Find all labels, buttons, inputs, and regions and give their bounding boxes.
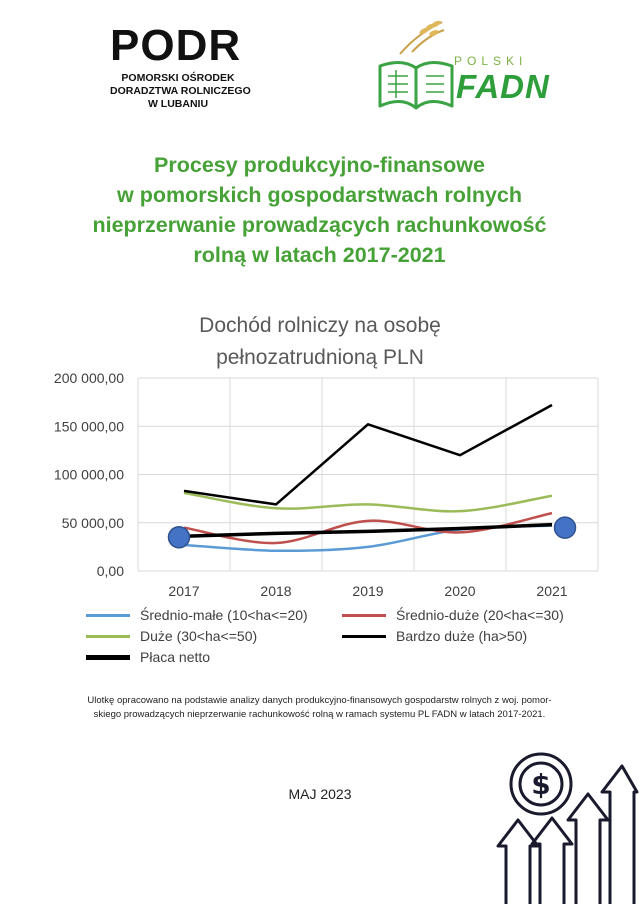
series-line — [184, 526, 552, 551]
legend-label: Bardzo duże (ha>50) — [396, 628, 528, 644]
y-tick-label: 0,00 — [96, 563, 124, 579]
dollar-icon: $ — [531, 768, 551, 801]
podr-logo — [108, 21, 251, 114]
x-tick-label: 2019 — [352, 583, 384, 599]
legend-label: Płaca netto — [140, 649, 211, 665]
line-chart — [0, 360, 639, 605]
document-title — [20, 150, 619, 270]
y-tick-label: 100 000,00 — [53, 466, 124, 483]
x-tick-label: 2018 — [260, 583, 292, 599]
fadn-logo-main: FADN — [456, 68, 550, 105]
series-line-placa-netto — [184, 525, 552, 537]
chart-legend — [86, 606, 626, 666]
fadn-logo — [372, 14, 552, 114]
podr-logo-subtitle — [110, 72, 251, 111]
legend-item — [86, 627, 257, 645]
podr-subtitle-line: POMORSKI OŚRODEK — [121, 72, 235, 84]
series-line — [184, 405, 552, 504]
legend-label: Duże (30<ha<=50) — [140, 628, 258, 644]
footnote-line: Ulotkę opracowano na podstawie analizy danych produkcyjno-finansowych gospodarstw rolnych z woj. pomor- — [87, 695, 552, 706]
y-axis-ticks — [54, 370, 124, 579]
chart-title-line: pełnozatrudnioną PLN — [216, 346, 424, 369]
title-line: Procesy produkcyjno-finansowe — [154, 153, 485, 177]
legend-swatch — [86, 635, 130, 638]
y-tick-label: 150 000,00 — [53, 418, 124, 435]
footnote — [30, 694, 609, 722]
legend-swatch — [342, 614, 386, 617]
title-line: rolną w latach 2017-2021 — [193, 243, 446, 267]
podr-subtitle-line: W LUBANIU — [147, 98, 209, 110]
highlight-marker — [555, 517, 576, 538]
y-tick-label: 200 000,00 — [53, 370, 124, 386]
podr-subtitle-line: DORADZTWA ROLNICZEGO — [110, 85, 251, 97]
legend-swatch — [342, 635, 386, 638]
x-tick-label: 2021 — [536, 583, 568, 599]
legend-label: Średnio-małe (10<ha<=20) — [140, 607, 308, 623]
x-tick-label: 2020 — [444, 583, 476, 599]
podr-logo-word: PODR — [110, 21, 242, 70]
series-line — [184, 493, 552, 512]
x-axis-ticks — [168, 583, 567, 599]
publication-date: MAJ 2023 — [288, 786, 352, 802]
legend-item — [342, 606, 564, 624]
legend-swatch — [86, 655, 130, 660]
legend-label: Średnio-duże (20<ha<=30) — [396, 607, 564, 623]
footnote-line: skiego prowadzących nieprzerwanie rachunkowość rolną w ramach systemu PL FADN w latach 2017-2021. — [93, 709, 546, 720]
legend-item — [86, 648, 210, 666]
chart-grid — [138, 378, 598, 571]
growth-arrows-icon — [496, 748, 639, 906]
x-tick-label: 2017 — [168, 583, 200, 599]
legend-swatch — [86, 614, 130, 617]
title-line: nieprzerwanie prowadzących rachunkowość — [92, 213, 547, 237]
fadn-logo-top: POLSKI — [454, 54, 528, 68]
chart-title-line: Dochód rolniczy na osobę — [199, 314, 441, 337]
chart-series — [184, 405, 552, 551]
y-tick-label: 50 000,00 — [61, 514, 124, 531]
legend-item — [86, 606, 308, 624]
title-line: w pomorskich gospodarstwach rolnych — [117, 183, 522, 207]
legend-item — [342, 627, 527, 645]
highlight-marker — [169, 527, 190, 548]
